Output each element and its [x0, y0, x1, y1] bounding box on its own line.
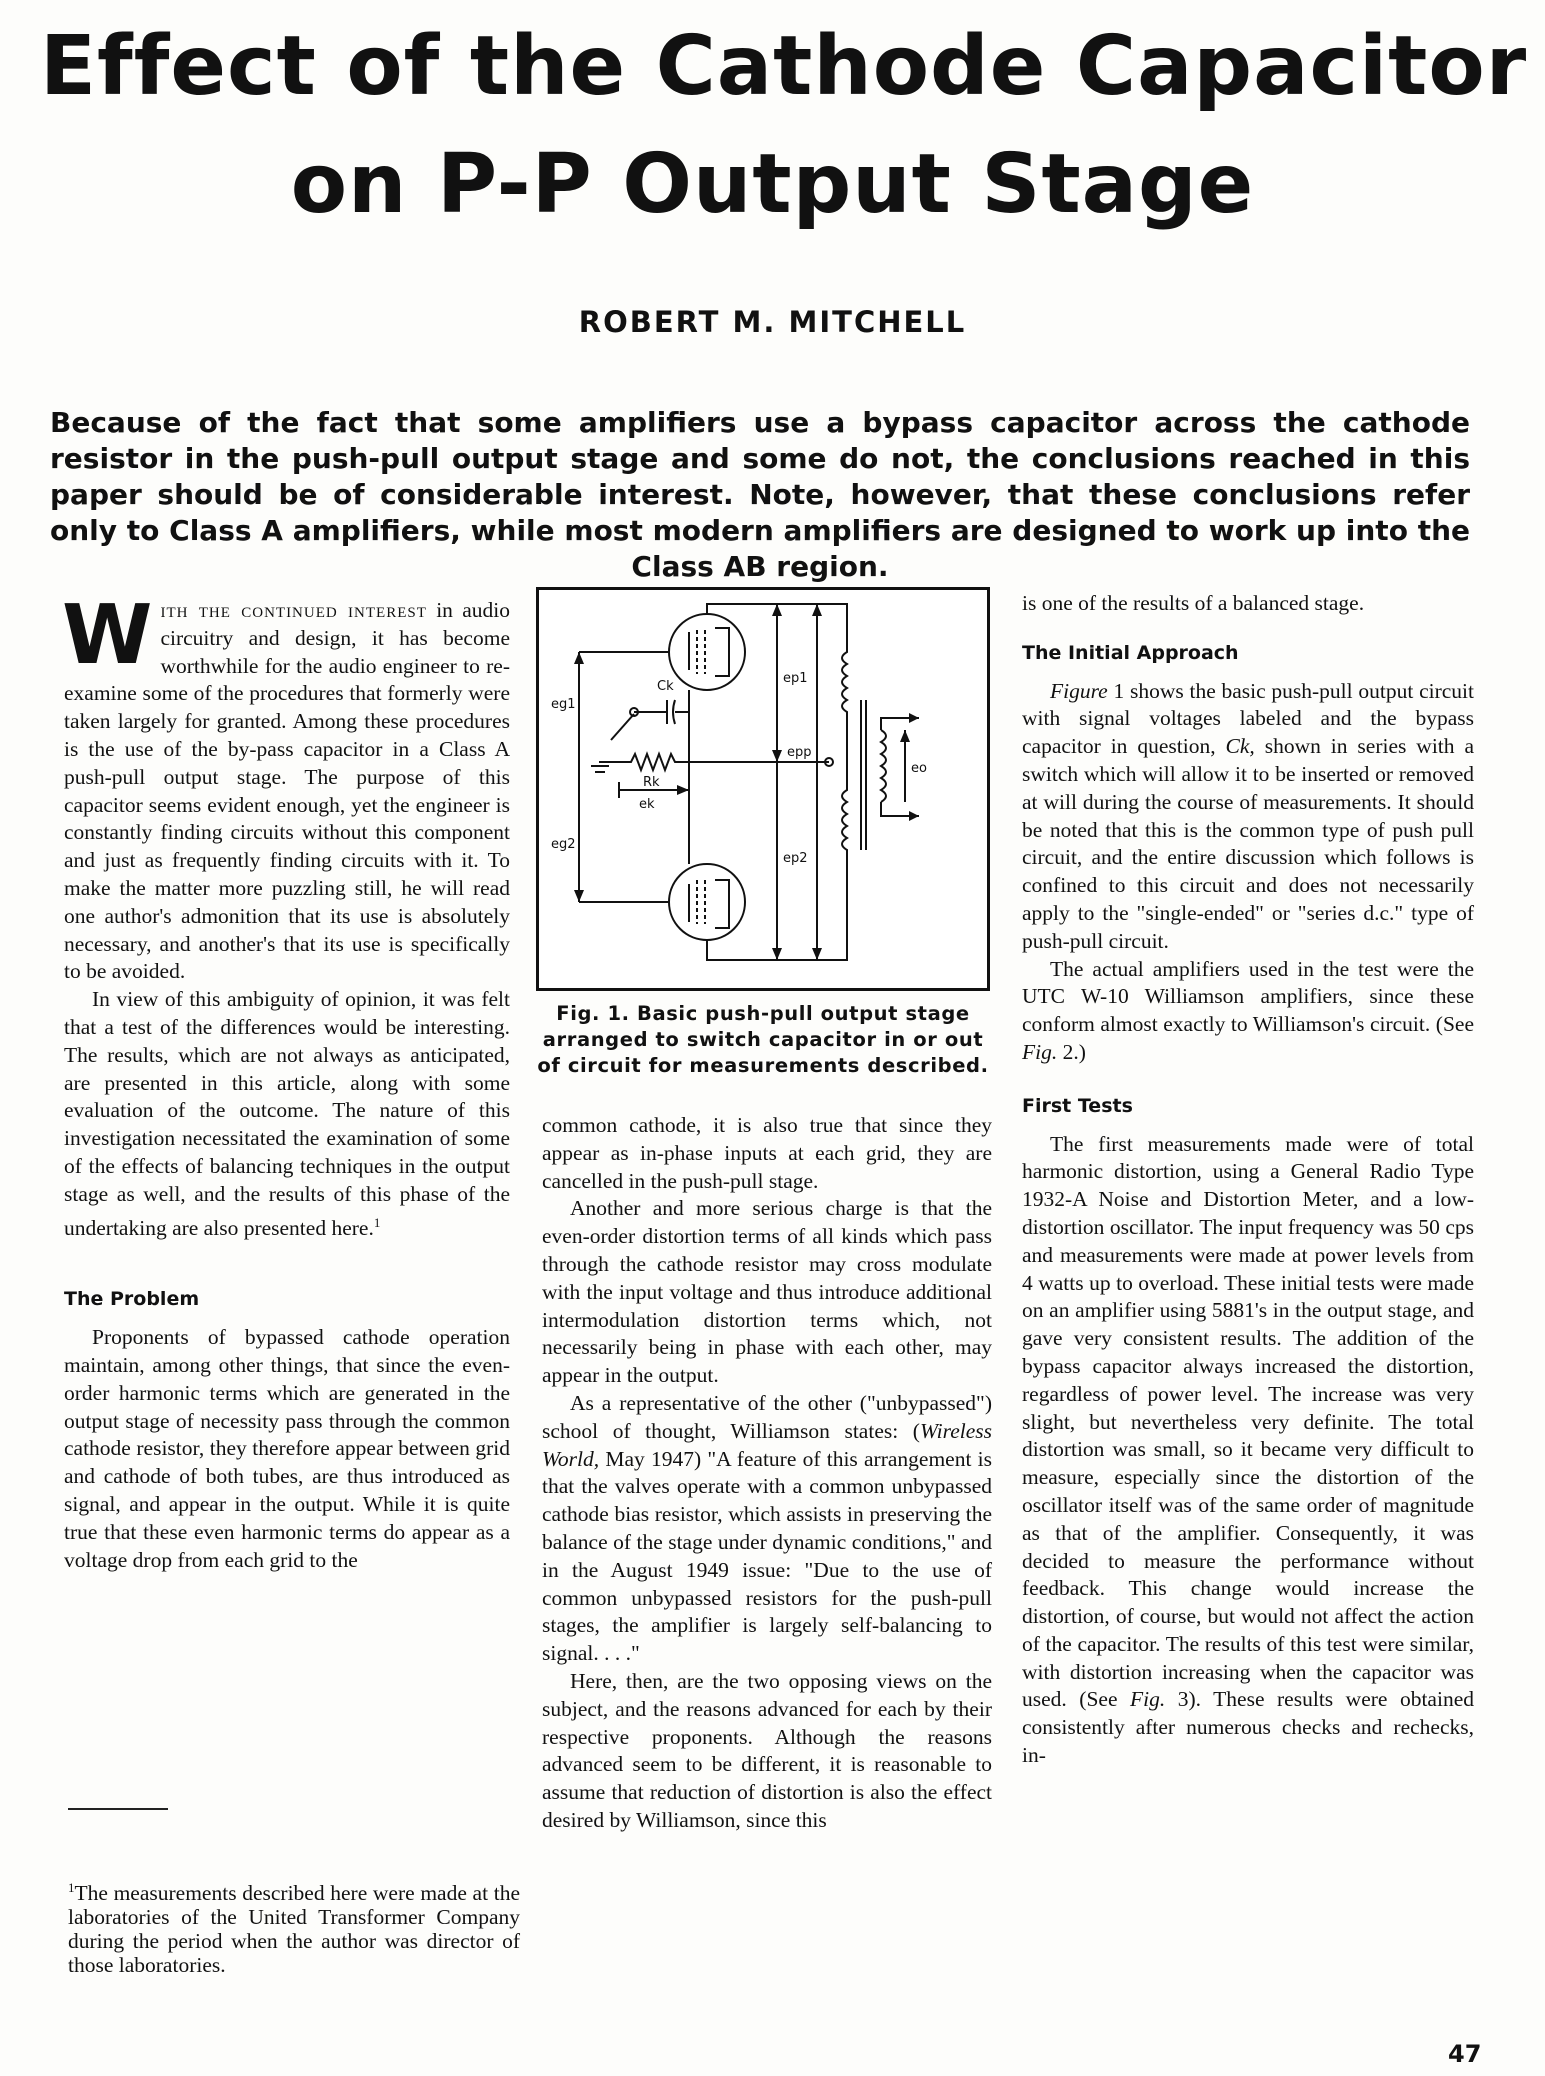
- col1-paragraph-2: [64, 986, 510, 1242]
- col3-paragraph-2-b: 2.): [1057, 1039, 1086, 1064]
- symbol-ck: Ck,: [1225, 734, 1255, 759]
- col2-paragraph-3-b: May 1947) "A feature of this arrangement is that the valves operate with a common unbypassed cathode bias resistor, which assists in preserving the balance of the stage under dynamic conditions," and in the August 1949 issue: "Due to the use of common unbypassed resistors for the push-pull stages, the amplifier is largely self-balancing to signal. . . .": [542, 1446, 992, 1666]
- col3-paragraph-2-a: The actual amplifiers used in the test were the UTC W-10 Williamson amplifiers, since these conform almost exactly to Williamson's circuit. (See: [1022, 956, 1474, 1037]
- column-3: [1022, 590, 1474, 1770]
- col3-paragraph-3-a: The first measurements made were of total harmonic distortion, using a General Radio Type 1932-A Noise and Distortion Meter, and a low-distortion oscillator. The input frequency was 50 cps and measurements were made at power levels from 4 watts up to overload. These initial tests were made on an amplifier using 5881's in the output stage, and gave very consistent results. The addition of the bypass capacitor always increased the distortion, regardless of power level. The increase was very slight, but nevertheless very definite. The total distortion was small, so it became very difficult to measure, especially since the distortion of the oscillator itself was of the same order of magnitude as that of the amplifier. Consequently, it was decided to measure the performance without feedback. This change would increase the distortion, of course, but would not affect the action of the capacitor. The results of this test were similar, with distortion increasing when the capacitor was used. (See: [1022, 1131, 1474, 1712]
- col3-paragraph-0: is one of the results of a balanced stage.: [1022, 591, 1365, 615]
- col1-paragraph-1: [62, 588, 510, 986]
- label-eo: eo: [911, 761, 927, 776]
- upper-tube: [669, 614, 745, 690]
- col3-paragraph-3-b: 3). These results were obtained consistently after numerous checks and rechecks, in-: [1022, 1687, 1474, 1768]
- label-epp: epp: [787, 745, 812, 760]
- lower-tube: [669, 864, 745, 940]
- column-2: [542, 1112, 992, 1835]
- figure-1-schematic: [536, 587, 990, 991]
- col2-paragraph-2: Another and more serious charge is that the even-order distortion terms of all kinds which pass through the cathode resistor may cross modulate with the input voltage and thus introduce additional intermodulation distortion terms which, not necessarily being in phase with each other, may appear in the output.: [542, 1196, 992, 1388]
- article-title: [40, 8, 1528, 244]
- label-rk: Rk: [643, 775, 660, 790]
- footnote-text: The measurements described here were made at the laboratories of the United Transformer Company during the period when the author was director of those laboratories.: [68, 1881, 520, 1978]
- footnote-rule: [68, 1808, 168, 1810]
- col1-paragraph-2-text: In view of this ambiguity of opinion, it was felt that a test of the differences would be interesting. The results, which are not always as anticipated, are presented in this article, along with some evaluation of the outcome. The nature of this investigation necessitated the examination of some of the effects of balancing techniques in the output stage as well, and the results of this phase of the undertaking are also presented here.: [64, 987, 510, 1240]
- figure-ref: Fig.: [1130, 1687, 1166, 1712]
- schematic-svg: [539, 590, 987, 988]
- label-ep2: ep2: [783, 851, 808, 866]
- footnote-mark: 1: [68, 1880, 75, 1895]
- footnote-ref: 1: [373, 1214, 381, 1230]
- drop-cap: W: [62, 588, 153, 683]
- col2-paragraph-4: Here, then, are the two opposing views on the subject, and the reasons advanced for each by their respective proponents. Although the reasons advanced seem to be different, it is reasonable to assume that reduction of distortion is also the effect desired by Williamson, since this: [542, 1668, 992, 1832]
- col3-paragraph-1-a: 1 shows the basic push-pull output circuit with signal voltages labeled and the bypass capacitor in question,: [1022, 678, 1474, 759]
- col1-paragraph-1-text: in audio circuitry and design, it has become worthwhile for the audio engineer to re-examine some of the procedures that formerly were taken largely for granted. Among these procedures is the use of the by-pass capacitor in a Class A push-pull output stage. The purpose of this capacitor seems evident enough, yet the engineer is constantly finding circuits without this component and just as frequently finding circuits with it. To make the matter more puzzling still, he will read one author's admonition that its use is absolutely necessary, and another's that its use is specifically to be avoided.: [64, 598, 510, 984]
- label-ep1: ep1: [783, 671, 808, 686]
- lead-in-smallcaps: ith the continued interest: [160, 598, 427, 622]
- figure-1-caption: Fig. 1. Basic push-pull output stage arranged to switch capacitor in or out of circuit for measurements described.: [537, 1002, 989, 1077]
- footnote: [68, 1876, 520, 1977]
- title-line-2: on P-P Output Stage: [290, 137, 1255, 232]
- col1-paragraph-3: Proponents of bypassed cathode operation maintain, among other things, that since the even-order harmonic terms which are generated in the output stage of necessity pass through the common cathode resistor, they therefore appear between grid and cathode of both tubes, are thus introduced as signal, and appear in the output. While it is quite true that these even harmonic terms do appear as a voltage drop from each grid to the: [64, 1325, 510, 1572]
- heading-first-tests: First Tests: [1022, 1094, 1133, 1117]
- col3-paragraph-3: [1022, 1131, 1474, 1770]
- title-line-1: Effect of the Cathode Capacitor: [40, 19, 1528, 114]
- col2-citation: Wireless World,: [542, 1418, 992, 1471]
- label-eg1: eg1: [551, 697, 576, 712]
- abstract: Because of the fact that some amplifiers use a bypass capacitor across the cathode resistor in the push-pull output stage and some do not, the conclusions reached in this paper should be of considerable interest. Note, however, that these conclusions refer only to Class A amplifiers, while most modern amplifiers are designed to work up into the Class AB region.: [50, 406, 1470, 583]
- figure-ref: Figure: [1050, 678, 1108, 703]
- col2-paragraph-1: common cathode, it is also true that since they appear as in-phase inputs at each grid, they are cancelled in the push-pull stage.: [542, 1113, 992, 1193]
- heading-initial-approach: The Initial Approach: [1022, 641, 1239, 664]
- col3-paragraph-1-b: shown in series with a switch which will allow it to be inserted or removed at will during the course of measurements. It should be noted that this is the common type of push pull circuit, and the entire discussion which follows is confined to this circuit and does not necessarily apply to the "single-ended" or "series d.c." type of push-pull circuit.: [1022, 734, 1474, 953]
- column-1: [62, 588, 510, 1574]
- label-ck: Ck: [657, 679, 674, 694]
- col2-paragraph-3: [542, 1390, 992, 1668]
- label-ek: ek: [639, 797, 655, 812]
- label-eg2: eg2: [551, 837, 576, 852]
- author-byline: ROBERT M. MITCHELL: [578, 305, 967, 339]
- page-number: 47: [1448, 2040, 1482, 2068]
- col3-paragraph-2: [1022, 956, 1474, 1067]
- col3-paragraph-1: [1022, 678, 1474, 956]
- col2-paragraph-3-a: As a representative of the other ("unbypassed") school of thought, Williamson states: (: [542, 1390, 992, 1443]
- figure-ref: Fig.: [1022, 1039, 1058, 1064]
- heading-the-problem: The Problem: [64, 1288, 200, 1311]
